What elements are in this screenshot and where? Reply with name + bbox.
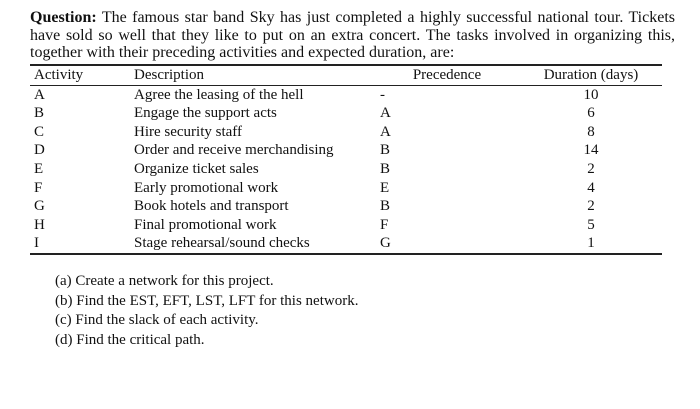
table-row [30,216,662,235]
cell-precedence: E [380,179,390,196]
cell-activity: F [34,179,43,196]
table-row [30,123,662,142]
table-body [30,85,662,254]
cell-description: Agree the leasing of the hell [134,86,304,103]
table-header-row [30,65,662,85]
cell-activity: H [34,216,45,233]
cell-duration: 4 [587,179,595,196]
question-label: Question: [30,9,97,26]
cell-duration: 10 [583,86,599,103]
header-duration: Duration (days) [543,67,639,83]
header-activity: Activity [34,67,84,83]
activity-table [30,64,662,255]
cell-duration: 1 [587,235,595,252]
cell-description: Engage the support acts [134,105,277,122]
cell-description: Book hotels and transport [134,198,289,215]
table-row [30,234,662,254]
subquestion-item: (c) Find the slack of each activity. [55,312,259,328]
cell-precedence: G [380,235,391,252]
cell-description: Final promotional work [134,216,277,233]
subquestion-list [55,272,358,350]
cell-precedence: A [380,105,391,122]
cell-activity: B [34,105,45,122]
cell-precedence: B [380,198,391,215]
cell-description: Organize ticket sales [134,160,259,177]
header-precedence: Precedence [412,67,482,83]
cell-duration: 2 [587,160,595,177]
table-row [30,197,662,216]
cell-description: Stage rehearsal/sound checks [134,235,310,252]
cell-activity: E [34,160,44,177]
cell-duration: 14 [583,142,599,159]
cell-precedence: B [380,160,391,177]
cell-description: Hire security staff [134,123,243,140]
table-row [30,85,662,104]
cell-activity: A [34,86,45,103]
table-row [30,160,662,179]
cell-duration: 2 [587,198,595,215]
cell-duration: 6 [587,105,595,122]
question-text: The famous star band Sky has just completed a highly successful national tour. Tickets have sold so well that they like to put on an extra concert. The tasks involved in organizing this, together with their preceding activities and expected duration, are: [30,9,675,61]
table-row [30,141,662,160]
cell-precedence: - [380,86,385,103]
table-row [30,179,662,198]
cell-duration: 8 [587,123,595,140]
table-row [30,104,662,123]
cell-description: Early promotional work [134,179,279,196]
cell-activity: I [34,235,39,252]
cell-precedence: B [380,142,391,159]
cell-activity: C [34,123,45,140]
header-description: Description [134,67,204,83]
question-paragraph [30,9,675,62]
cell-activity: D [34,142,45,159]
cell-precedence: A [380,123,391,140]
cell-activity: G [34,198,45,215]
subquestion-item: (d) Find the critical path. [55,331,205,348]
cell-precedence: F [380,216,389,233]
subquestion-item: (a) Create a network for this project. [55,273,274,289]
cell-duration: 5 [587,216,595,233]
subquestion-item: (b) Find the EST, EFT, LST, LFT for this network. [55,292,359,309]
cell-description: Order and receive merchandising [134,142,334,159]
